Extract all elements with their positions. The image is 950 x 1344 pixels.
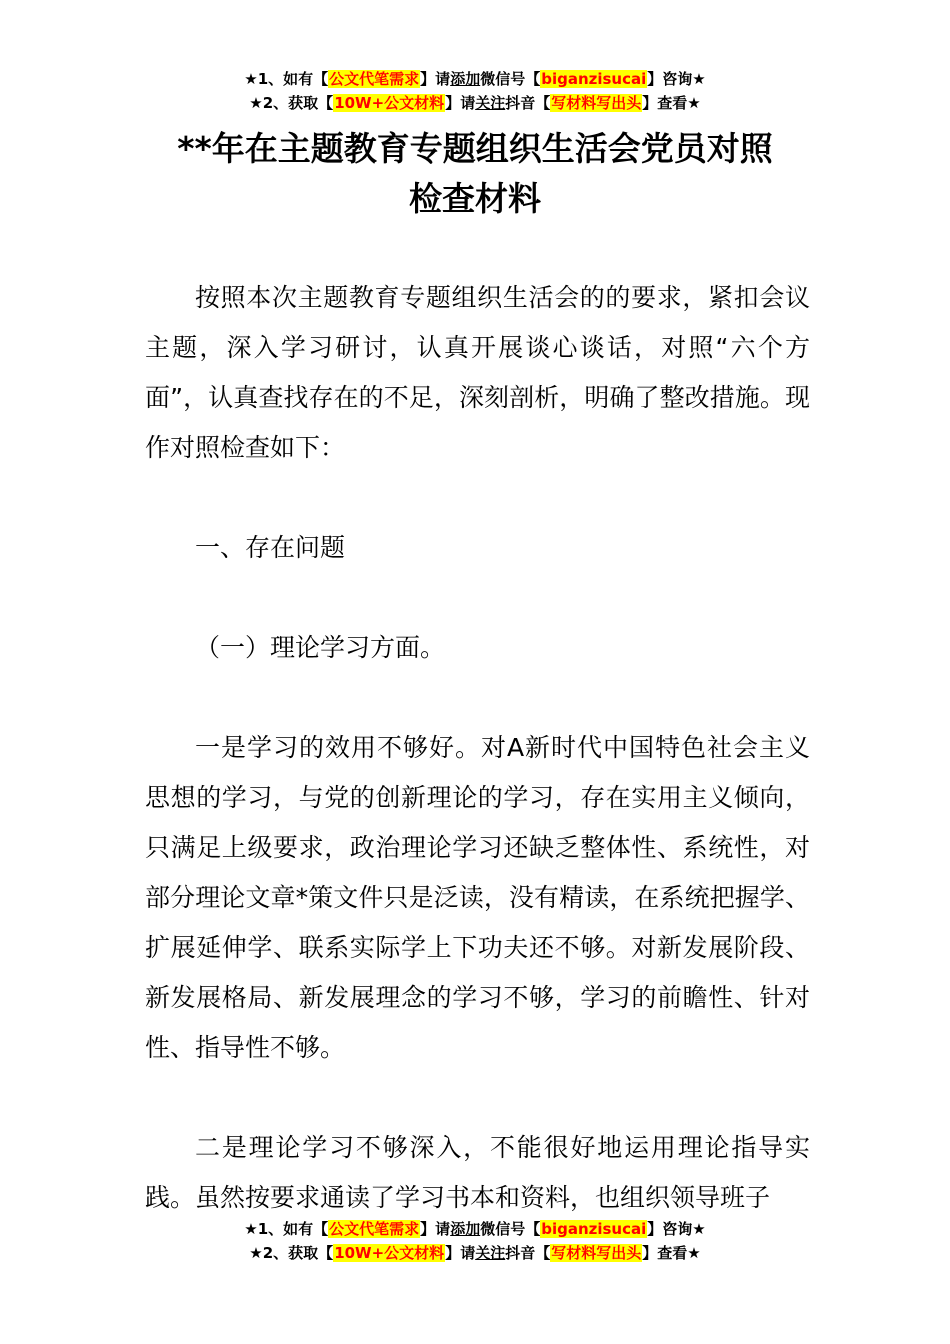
intro-paragraph: 按照本次主题教育专题组织生活会的的要求，紧扣会议主题，深入学习研讨，认真开展谈心谈话，对照“六个方面”，认真查找存在的不足，深刻剖析，明确了整改措施。现作对照检查如下： xyxy=(145,283,810,462)
banner-text: ★2、获取【 xyxy=(249,94,334,112)
banner-line-2 xyxy=(0,92,950,116)
banner-text: 】请 xyxy=(420,1220,451,1238)
banner-text: 微信号【 xyxy=(480,70,541,88)
body-paragraph: 二是理论学习不够深入，不能很好地运用理论指导实践。虽然按要求通读了学习书本和资料，也组织领导班子 xyxy=(145,1133,810,1212)
highlight-text: 10W+公文材料 xyxy=(334,94,445,112)
subsection-heading: （一）理论学习方面。 xyxy=(195,633,446,662)
banner-text: 】查看★ xyxy=(642,1244,701,1262)
section-heading: 一、存在问题 xyxy=(195,533,346,562)
wechat-id: biganzisucai xyxy=(541,70,647,88)
underlined-text: 添加 xyxy=(450,70,481,88)
wechat-id: biganzisucai xyxy=(541,1220,647,1238)
document-title xyxy=(140,124,810,224)
banner-line-1 xyxy=(0,1218,950,1242)
banner-text: 】请 xyxy=(420,70,451,88)
underlined-text: 关注 xyxy=(475,1244,506,1262)
banner-text: 】请 xyxy=(445,94,476,112)
highlight-text: 公文代笔需求 xyxy=(329,70,420,88)
douyin-id: 写材料写出头 xyxy=(551,94,642,112)
underlined-text: 添加 xyxy=(450,1220,481,1238)
banner-text: 抖音【 xyxy=(505,1244,551,1262)
highlight-text: 公文代笔需求 xyxy=(329,1220,420,1238)
banner-text: 抖音【 xyxy=(505,94,551,112)
body-paragraph: 一是学习的效用不够好。对A新时代中国特色社会主义思想的学习，与党的创新理论的学习，存在实用主义倾向，只满足上级要求，政治理论学习还缺乏整体性、系统性，对部分理论文章*策文件只是泛读，没有精读，在系统把握学、扩展延伸学、联系实际学上下功夫还不够。对新发展阶段、新发展格局、新发展理念的学习不够，学习的前瞻性、针对性、指导性不够。 xyxy=(145,733,810,1062)
banner-text: 】查看★ xyxy=(642,94,701,112)
banner-text: ★1、如有【 xyxy=(244,70,329,88)
title-line-2: 检查材料 xyxy=(409,179,541,218)
banner-line-2 xyxy=(0,1242,950,1266)
banner-text: 】咨询★ xyxy=(647,1220,706,1238)
banner-text: 】请 xyxy=(445,1244,476,1262)
title-line-1: **年在主题教育专题组织生活会党员对照 xyxy=(177,129,773,168)
document-body xyxy=(145,273,810,1223)
banner-text: ★2、获取【 xyxy=(249,1244,334,1262)
top-banner xyxy=(0,68,950,116)
banner-text: 微信号【 xyxy=(480,1220,541,1238)
bottom-banner xyxy=(0,1218,950,1266)
douyin-id: 写材料写出头 xyxy=(551,1244,642,1262)
highlight-text: 10W+公文材料 xyxy=(334,1244,445,1262)
banner-text: ★1、如有【 xyxy=(244,1220,329,1238)
underlined-text: 关注 xyxy=(475,94,506,112)
banner-text: 】咨询★ xyxy=(647,70,706,88)
banner-line-1 xyxy=(0,68,950,92)
